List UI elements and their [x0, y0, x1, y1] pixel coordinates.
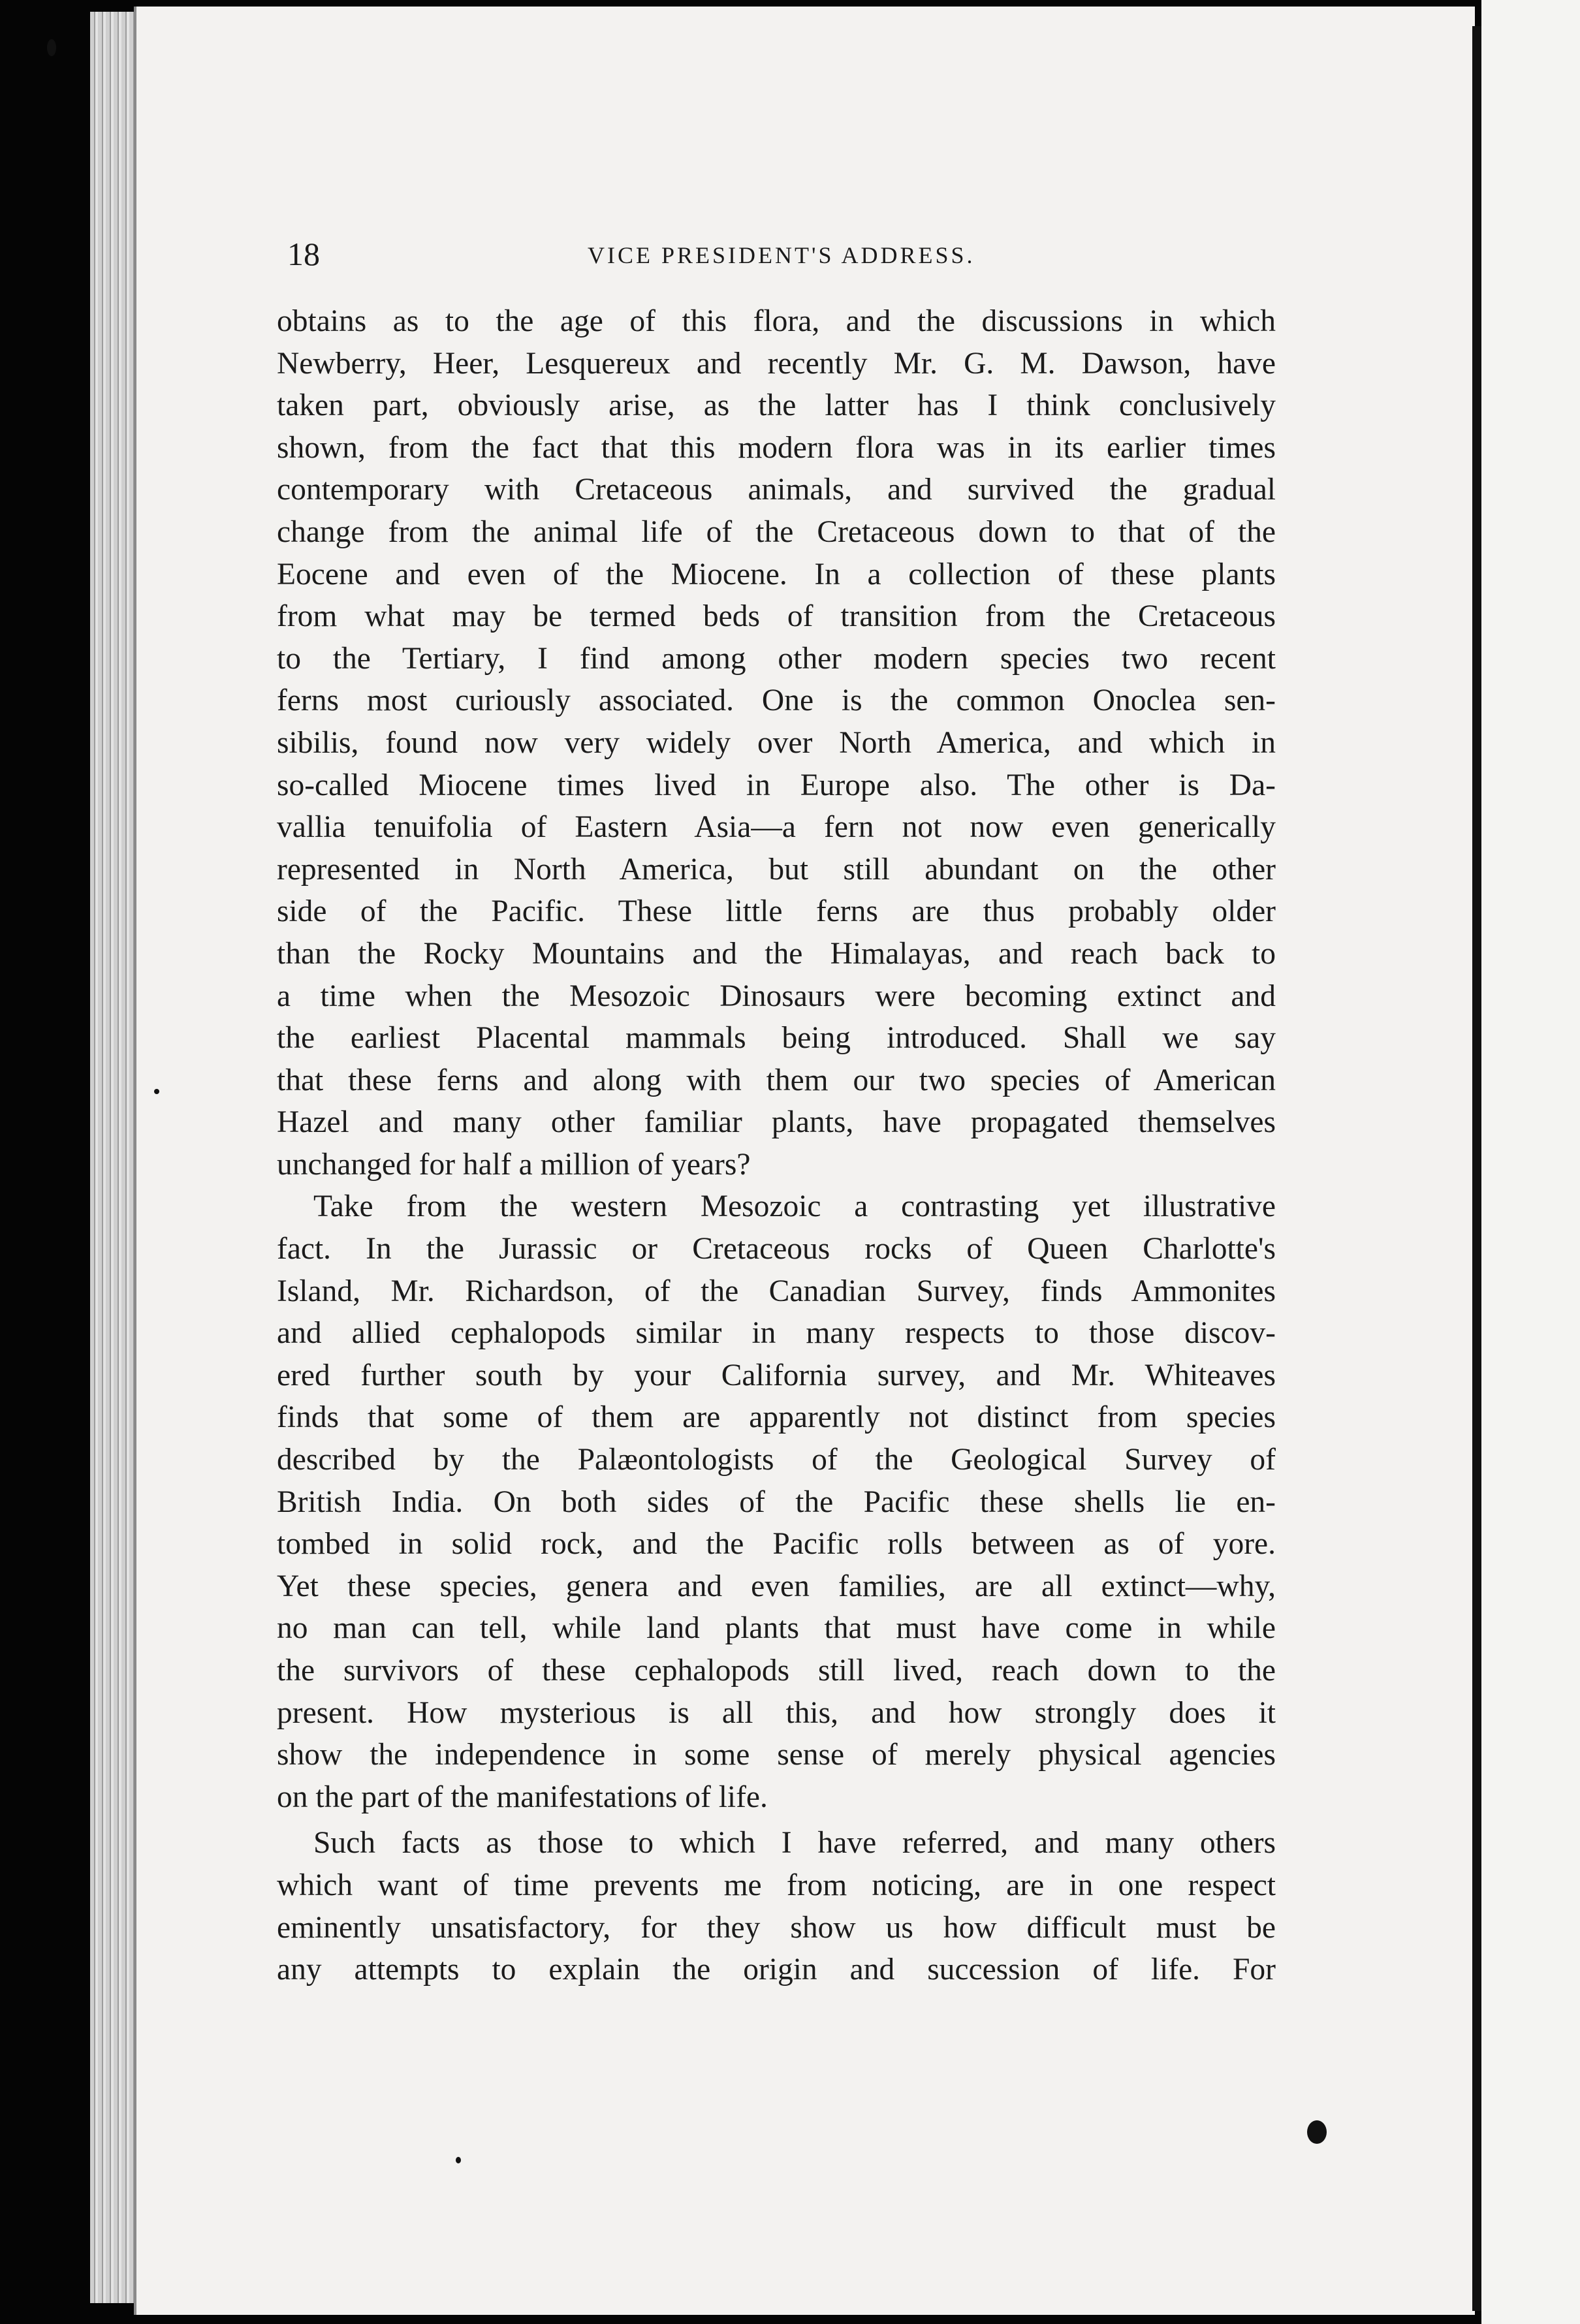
text-line: contemporary with Cretaceous animals, and survived the gradual: [277, 473, 1276, 507]
text-line: change from the animal life of the Cretaceous down to that of the: [277, 514, 1276, 549]
text-line: any attempts to explain the origin and succession of life. For: [277, 1953, 1276, 1987]
gutter-shadow: [1472, 26, 1481, 2311]
text-line: fact. In the Jurassic or Cretaceous rocks of Queen Charlotte's: [277, 1232, 1276, 1266]
text-line: than the Rocky Mountains and the Himalayas, and reach back to: [277, 936, 1276, 971]
scan-speck: [47, 39, 56, 56]
text-line: Take from the western Mesozoic a contrasting yet illustrative: [313, 1189, 1276, 1224]
text-line: from what may be termed beds of transition from the Cretaceous: [277, 599, 1276, 634]
text-line: obtains as to the age of this flora, and the discussions in which: [277, 304, 1276, 338]
text-line: sibilis, found now very widely over North America, and which in: [277, 725, 1276, 760]
scan-speck: [154, 1089, 159, 1094]
facing-page: [1481, 0, 1580, 2324]
text-line: a time when the Mesozoic Dinosaurs were becoming extinct and: [277, 979, 1276, 1013]
page-stack-edges: [90, 12, 136, 2303]
text-line: eminently unsatisfactory, for they show us how difficult must be: [277, 1910, 1276, 1945]
text-line: Hazel and many other familiar plants, have propagated themselves: [277, 1105, 1276, 1140]
text-line: Yet these species, genera and even families, are all extinct—why,: [277, 1569, 1276, 1603]
text-line: taken part, obviously arise, as the latter has I think conclusively: [277, 388, 1276, 423]
running-head: VICE PRESIDENT'S ADDRESS.: [588, 242, 975, 268]
text-line: shown, from the fact that this modern flora was in its earlier times: [277, 430, 1276, 465]
text-line: Newberry, Heer, Lesquereux and recently Mr. G. M. Dawson, have: [277, 346, 1276, 381]
scan-speck: [456, 2157, 461, 2163]
text-line: British India. On both sides of the Pacific these shells lie en-: [277, 1484, 1276, 1519]
text-line: Eocene and even of the Miocene. In a collection of these plants: [277, 557, 1276, 591]
text-line: unchanged for half a million of years?: [277, 1147, 751, 1182]
text-line: ered further south by your California survey, and Mr. Whiteaves: [277, 1358, 1276, 1392]
text-line: represented in North America, but still abundant on the other: [277, 852, 1276, 887]
page-header: [287, 235, 1280, 274]
text-line: ferns most curiously associated. One is the common Onoclea sen-: [277, 683, 1276, 718]
text-line: finds that some of them are apparently not distinct from species: [277, 1400, 1276, 1435]
text-line: which want of time prevents me from noticing, are in one respect: [277, 1868, 1276, 1902]
body-text: [277, 300, 1276, 1991]
page-number: 18: [287, 236, 320, 272]
text-line: Island, Mr. Richardson, of the Canadian Survey, finds Ammonites: [277, 1274, 1276, 1308]
text-line: vallia tenuifolia of Eastern Asia—a fern not now even generically: [277, 810, 1276, 845]
text-line: present. How mysterious is all this, and how strongly does it: [277, 1695, 1276, 1730]
text-line: so-called Miocene times lived in Europe also. The other is Da-: [277, 768, 1276, 802]
text-line: to the Tertiary, I find among other modern species two recent: [277, 641, 1276, 676]
text-line: on the part of the manifestations of life.: [277, 1780, 768, 1814]
scan-speck: [1307, 2120, 1327, 2144]
text-line: the earliest Placental mammals being introduced. Shall we say: [277, 1021, 1276, 1056]
text-line: show the independence in some sense of merely physical agencies: [277, 1738, 1276, 1772]
text-line: and allied cephalopods similar in many respects to those discov-: [277, 1316, 1276, 1351]
text-line: that these ferns and along with them our two species of American: [277, 1063, 1276, 1097]
text-line: tombed in solid rock, and the Pacific rolls between as of yore.: [277, 1527, 1276, 1562]
text-line: described by the Palæontologists of the Geological Survey of: [277, 1443, 1276, 1477]
text-line: Such facts as those to which I have referred, and many others: [313, 1826, 1276, 1861]
text-line: no man can tell, while land plants that must have come in while: [277, 1611, 1276, 1646]
text-line: side of the Pacific. These little ferns are thus probably older: [277, 894, 1276, 929]
text-line: the survivors of these cephalopods still lived, reach down to the: [277, 1654, 1276, 1688]
